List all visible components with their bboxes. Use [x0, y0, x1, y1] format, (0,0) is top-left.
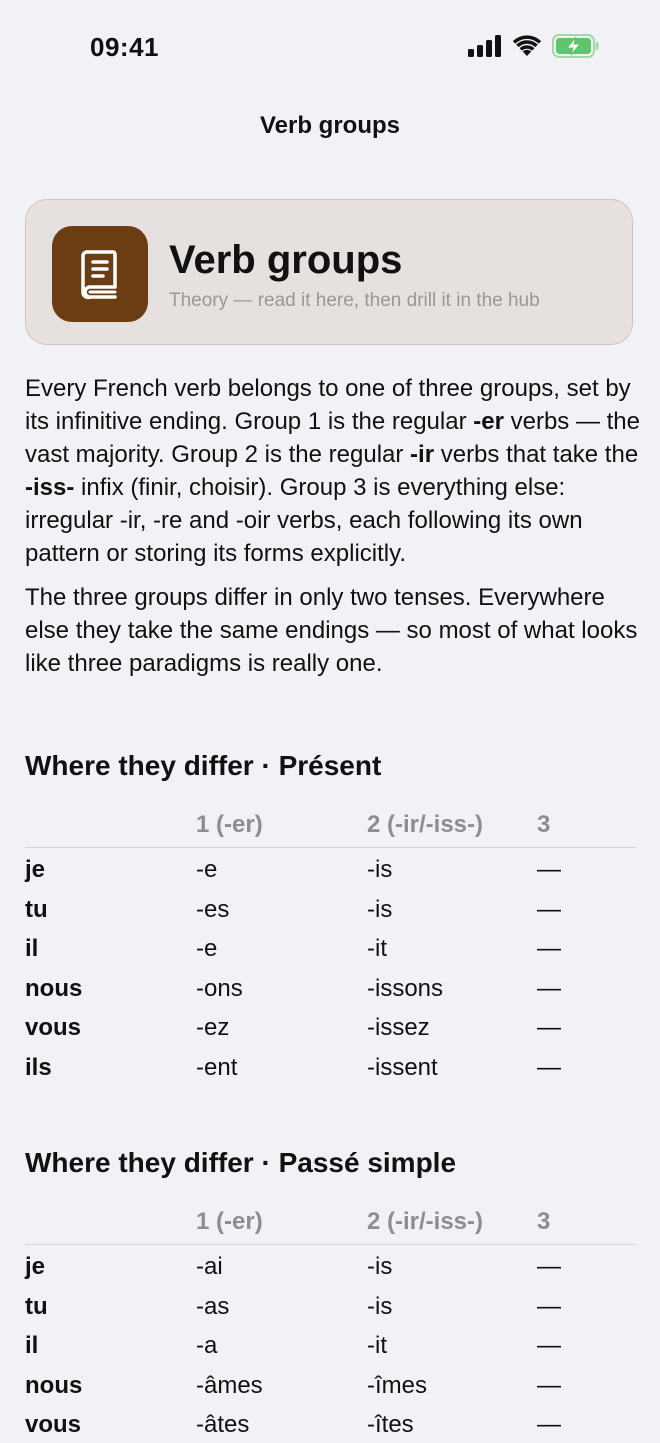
card-title: Verb groups [169, 238, 403, 282]
ending-cell: -it [367, 1332, 387, 1359]
ending-cell: — [537, 1253, 561, 1280]
ending-cell: -es [196, 895, 230, 923]
card-subtitle: Theory — read it here, then drill it in the hub [169, 290, 540, 311]
table-row [25, 1403, 636, 1443]
intro-text [25, 372, 640, 691]
ending-cell: — [537, 1332, 561, 1359]
ending-cell: — [537, 1014, 561, 1041]
ending-cell: -âtes [196, 1411, 250, 1438]
pronoun-cell: je [25, 856, 46, 883]
table-row [25, 927, 636, 967]
ending-cell: -e [196, 935, 218, 962]
header-card [25, 199, 633, 345]
battery-charging-icon [552, 34, 600, 63]
ending-cell: -is [367, 1253, 393, 1280]
intro-paragraph-1 [25, 372, 640, 570]
table-header-row [25, 801, 636, 848]
ending-cell: -ez [196, 1014, 230, 1041]
passe-simple-endings-table [25, 1198, 636, 1443]
ending-cell: — [537, 1053, 561, 1081]
ending-cell: — [537, 1411, 561, 1438]
table-row [25, 888, 636, 928]
ending-cell: -ons [196, 974, 243, 1002]
intro-emphasis: -er [473, 408, 504, 435]
table-row [25, 1006, 636, 1046]
table-row [25, 1324, 636, 1364]
table-row [25, 1245, 636, 1285]
pronoun-cell: je [25, 1253, 46, 1280]
table-row [25, 848, 636, 888]
status-time: 09:41 [90, 32, 159, 62]
table-row [25, 1046, 636, 1086]
table-row [25, 967, 636, 1007]
ending-cell: -ai [196, 1253, 223, 1280]
pronoun-cell: tu [25, 1292, 48, 1320]
pronoun-cell: il [25, 1332, 39, 1359]
ending-cell: — [537, 1371, 561, 1399]
pronoun-cell: ils [25, 1053, 52, 1081]
pronoun-cell: tu [25, 895, 48, 923]
column-header: 2 (-ir/-iss-) [367, 811, 484, 838]
pronoun-cell: il [25, 935, 39, 962]
column-header: 3 [537, 811, 551, 838]
ending-cell: -e [196, 856, 218, 883]
section-title-passe-simple: Where they differ · Passé simple [25, 1147, 457, 1178]
ending-cell: -issons [367, 974, 444, 1002]
table-row [25, 1364, 636, 1404]
ending-cell: -îtes [367, 1411, 414, 1438]
ending-cell: — [537, 856, 561, 883]
present-endings-table [25, 801, 636, 1085]
column-header: 3 [537, 1208, 551, 1235]
table-row [25, 1285, 636, 1325]
ending-cell: — [537, 1292, 561, 1320]
intro-text-run: Every French verb belongs to one of three groups, set by its infinitive ending. Group 1 is the regular [25, 375, 631, 435]
ending-cell: — [537, 935, 561, 962]
ending-cell: — [537, 974, 561, 1002]
intro-text-run: verbs that take the [434, 441, 639, 468]
pronoun-cell: nous [25, 1371, 83, 1399]
intro-text-run: infix (finir, choisir). Group 3 is everything else: irregular -ir, -re and -oir verbs, each following its own pattern or storing its forms explicitly. [25, 474, 583, 567]
wifi-icon [512, 35, 542, 62]
pronoun-cell: vous [25, 1014, 82, 1041]
status-bar [0, 0, 660, 96]
ending-cell: -it [367, 935, 387, 962]
ending-cell: -ent [196, 1053, 238, 1081]
ending-cell: -is [367, 895, 393, 923]
section-title-present: Where they differ · Présent [25, 750, 382, 781]
nav-title: Verb groups [259, 112, 401, 139]
intro-paragraph-2: The three groups differ in only two tenses. Everywhere else they take the same endings — so most of what looks like three paradigms is really one. [25, 584, 638, 677]
book-icon [52, 226, 148, 322]
ending-cell: -is [367, 1292, 393, 1320]
intro-emphasis: -iss- [25, 474, 75, 501]
ending-cell: -is [367, 856, 393, 883]
ending-cell: — [537, 895, 561, 923]
intro-text-run: verbs — the vast majority. Group 2 is the regular [25, 408, 640, 468]
column-header: 1 (-er) [196, 1208, 263, 1235]
status-icons [468, 34, 600, 63]
pronoun-cell: nous [25, 974, 83, 1002]
table-header-row [25, 1198, 636, 1245]
column-header: 1 (-er) [196, 811, 263, 838]
signal-icon [468, 35, 502, 62]
ending-cell: -âmes [196, 1371, 263, 1399]
ending-cell: -issent [367, 1053, 438, 1081]
column-header: 2 (-ir/-iss-) [367, 1208, 484, 1235]
ending-cell: -issez [367, 1014, 430, 1041]
intro-emphasis: -ir [410, 441, 435, 468]
ending-cell: -a [196, 1332, 218, 1359]
pronoun-cell: vous [25, 1411, 82, 1438]
ending-cell: -as [196, 1292, 230, 1320]
ending-cell: -îmes [367, 1371, 427, 1399]
